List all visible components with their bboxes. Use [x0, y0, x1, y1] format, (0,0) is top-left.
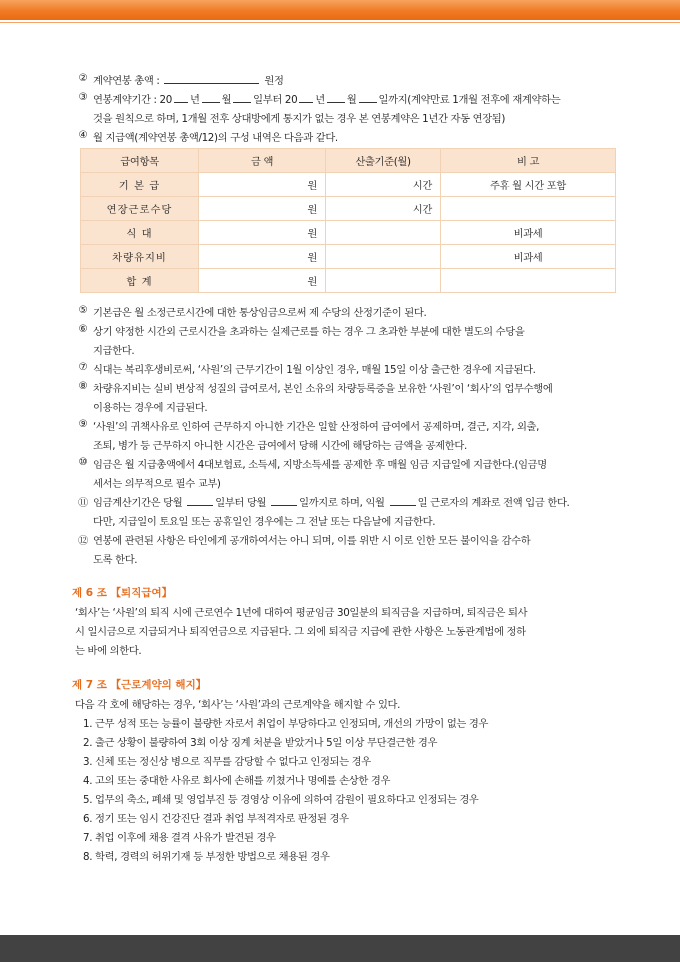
item-number: ⑥ [78, 323, 88, 335]
item-number: ⑨ [78, 418, 88, 430]
amount-cell[interactable]: 원 [199, 221, 326, 245]
paragraph-continuation: 것을 원칙으로 하며, 1개월 전후 상대방에게 통지가 없는 경우 본 연봉계약은 1년간 자동 연장됨) [93, 113, 506, 125]
basis-cell[interactable] [326, 221, 441, 245]
section-title-termination: 제 7 조 【근로계약의 해지】 [72, 679, 207, 691]
row-label: 차량유지비 [81, 245, 199, 269]
note-cell[interactable] [441, 269, 616, 293]
amount-cell[interactable]: 원 [199, 173, 326, 197]
day-blank[interactable] [271, 495, 297, 506]
paragraph: 상기 약정한 시간외 근로시간을 초과하는 실제근로를 하는 경우 그 초과한 부분에 대한 별도의 수당을 [93, 326, 525, 338]
day-blank[interactable] [390, 495, 416, 506]
day-blank[interactable] [233, 92, 251, 103]
paragraph: 식대는 복리후생비로써, ‘사원’의 근무기간이 1월 이상인 경우, 매월 15일 이상 출근한 경우에 지급된다. [93, 364, 536, 376]
amount-cell[interactable]: 원 [199, 245, 326, 269]
list-item: 3. 신체 또는 정신상 병으로 직무를 감당할 수 없다고 인정되는 경우 [83, 756, 371, 768]
table-row [81, 197, 616, 221]
item-number: ⑫ [78, 535, 88, 547]
day-blank[interactable] [359, 92, 377, 103]
year-blank[interactable] [299, 92, 313, 103]
paragraph-continuation: 이용하는 경우에 지급된다. [93, 402, 208, 414]
table-row [81, 173, 616, 197]
list-item: 7. 취업 이후에 채용 결격 사유가 발견된 경우 [83, 832, 276, 844]
list-item: 1. 근무 성적 또는 능률이 불량한 자로서 취업이 부당하다고 인정되며, 개선의 가망이 없는 경우 [83, 718, 489, 730]
note-cell[interactable]: 주휴 월 시간 포함 [441, 173, 616, 197]
header-note: 비 고 [441, 149, 616, 173]
basis-cell[interactable]: 시간 [326, 197, 441, 221]
header-basis: 산출기준(월) [326, 149, 441, 173]
header-line [0, 22, 680, 23]
amount-cell[interactable]: 원 [199, 197, 326, 221]
pay-period-line: 임금계산기간은 당월 일부터 당월 일까지로 하며, 익월 일 근로자의 계좌로 전액 입금 한다. [93, 497, 570, 509]
paragraph-continuation: 다만, 지급일이 토요일 또는 공휴일인 경우에는 그 전날 또는 다음날에 지급한다. [93, 516, 436, 528]
paragraph: 다음 각 호에 해당하는 경우, ‘회사’는 ‘사원’과의 근로계약을 해지할 수 있다. [75, 699, 401, 711]
note-cell[interactable] [441, 197, 616, 221]
item-number: ② [78, 72, 88, 84]
row-label: 식 대 [81, 221, 199, 245]
list-item: 5. 업무의 축소, 폐쇄 및 영업부진 등 경영상 이유에 의하여 감원이 필요하다고 인정되는 경우 [83, 794, 479, 806]
row-label: 연장근로수당 [81, 197, 199, 221]
paragraph: 는 바에 의한다. [75, 645, 142, 657]
table-row [81, 245, 616, 269]
basis-cell[interactable] [326, 269, 441, 293]
section-title-retirement: 제 6 조 【퇴직급여】 [72, 587, 173, 599]
paragraph-continuation: 도록 한다. [93, 554, 138, 566]
list-item: 2. 출근 상황이 불량하여 3회 이상 징계 처분을 받았거나 5일 이상 무단결근한 경우 [83, 737, 438, 749]
table-row [81, 269, 616, 293]
paragraph: 연봉에 관련된 사항은 타인에게 공개하여서는 아니 되며, 이를 위반 시 이로 인한 모든 불이익을 감수하 [93, 535, 531, 547]
table-header-row [81, 149, 616, 173]
pay-breakdown-table [80, 148, 616, 293]
row-label: 기 본 급 [81, 173, 199, 197]
day-blank[interactable] [187, 495, 213, 506]
item-number: ⑩ [78, 456, 88, 468]
amount-blank[interactable] [164, 73, 259, 84]
row-label: 합 계 [81, 269, 199, 293]
paragraph-continuation: 지급한다. [93, 345, 135, 357]
item-number: ⑪ [78, 497, 88, 509]
header-amount: 금 액 [199, 149, 326, 173]
table-row [81, 221, 616, 245]
item-number: ④ [78, 129, 88, 141]
list-item: 6. 정기 또는 임시 건강진단 결과 취업 부적격자로 판정된 경우 [83, 813, 349, 825]
note-cell[interactable]: 비과세 [441, 245, 616, 269]
paragraph: ‘회사’는 ‘사원’의 퇴직 시에 근로연수 1년에 대하여 평균임금 30일분의 퇴직금을 지급하며, 퇴직금은 퇴사 [75, 607, 528, 619]
footer-bar [0, 935, 680, 962]
header-bar [0, 0, 680, 20]
paragraph-continuation: 조퇴, 병가 등 근무하지 아니한 시간은 급여에서 당해 시간에 해당하는 금액을 공제한다. [93, 440, 467, 452]
item-number: ⑦ [78, 361, 88, 373]
list-item: 4. 고의 또는 중대한 사유로 회사에 손해를 끼쳤거나 명예를 손상한 경우 [83, 775, 391, 787]
basis-cell[interactable] [326, 245, 441, 269]
basis-cell[interactable]: 시간 [326, 173, 441, 197]
paragraph: 기본급은 월 소정근로시간에 대한 통상임금으로써 제 수당의 산정기준이 된다. [93, 307, 427, 319]
contract-period-line: 연봉계약기간 : 20 년 월 일부터 20 년 월 일까지(계약만료 1개월 전후에 재계약하는 [93, 94, 561, 106]
item-number: ⑧ [78, 380, 88, 392]
paragraph: 시 일시금으로 지급되거나 퇴직연금으로 지급된다. 그 외에 퇴직금 지급에 관한 사항은 노동관계법에 정하 [75, 626, 526, 638]
paragraph: 차량유지비는 실비 변상적 성질의 급여로서, 본인 소유의 차량등록증을 보유한 ‘사원’이 ‘회사’의 업무수행에 [93, 383, 553, 395]
month-blank[interactable] [327, 92, 345, 103]
amount-cell[interactable]: 원 [199, 269, 326, 293]
note-cell[interactable]: 비과세 [441, 221, 616, 245]
header-item: 급여항목 [81, 149, 199, 173]
paragraph: 임금은 월 지급총액에서 4대보험료, 소득세, 지방소득세를 공제한 후 매월 임금 지급일에 지급한다.(임금명 [93, 459, 547, 471]
paragraph: ‘사원’의 귀책사유로 인하여 근무하지 아니한 기간은 일할 산정하여 급여에서 공제하며, 결근, 지각, 외출, [93, 421, 540, 433]
year-blank[interactable] [174, 92, 188, 103]
item-number: ⑤ [78, 304, 88, 316]
paragraph-continuation: 세서는 의무적으로 필수 교부) [93, 478, 221, 490]
contract-total-line: 계약연봉 총액 : 원정 [93, 75, 284, 87]
list-item: 8. 학력, 경력의 허위기재 등 부정한 방법으로 채용된 경우 [83, 851, 330, 863]
item-number: ③ [78, 91, 88, 103]
monthly-pay-line: 월 지급액(계약연봉 총액/12)의 구성 내역은 다음과 같다. [93, 132, 338, 144]
month-blank[interactable] [202, 92, 220, 103]
